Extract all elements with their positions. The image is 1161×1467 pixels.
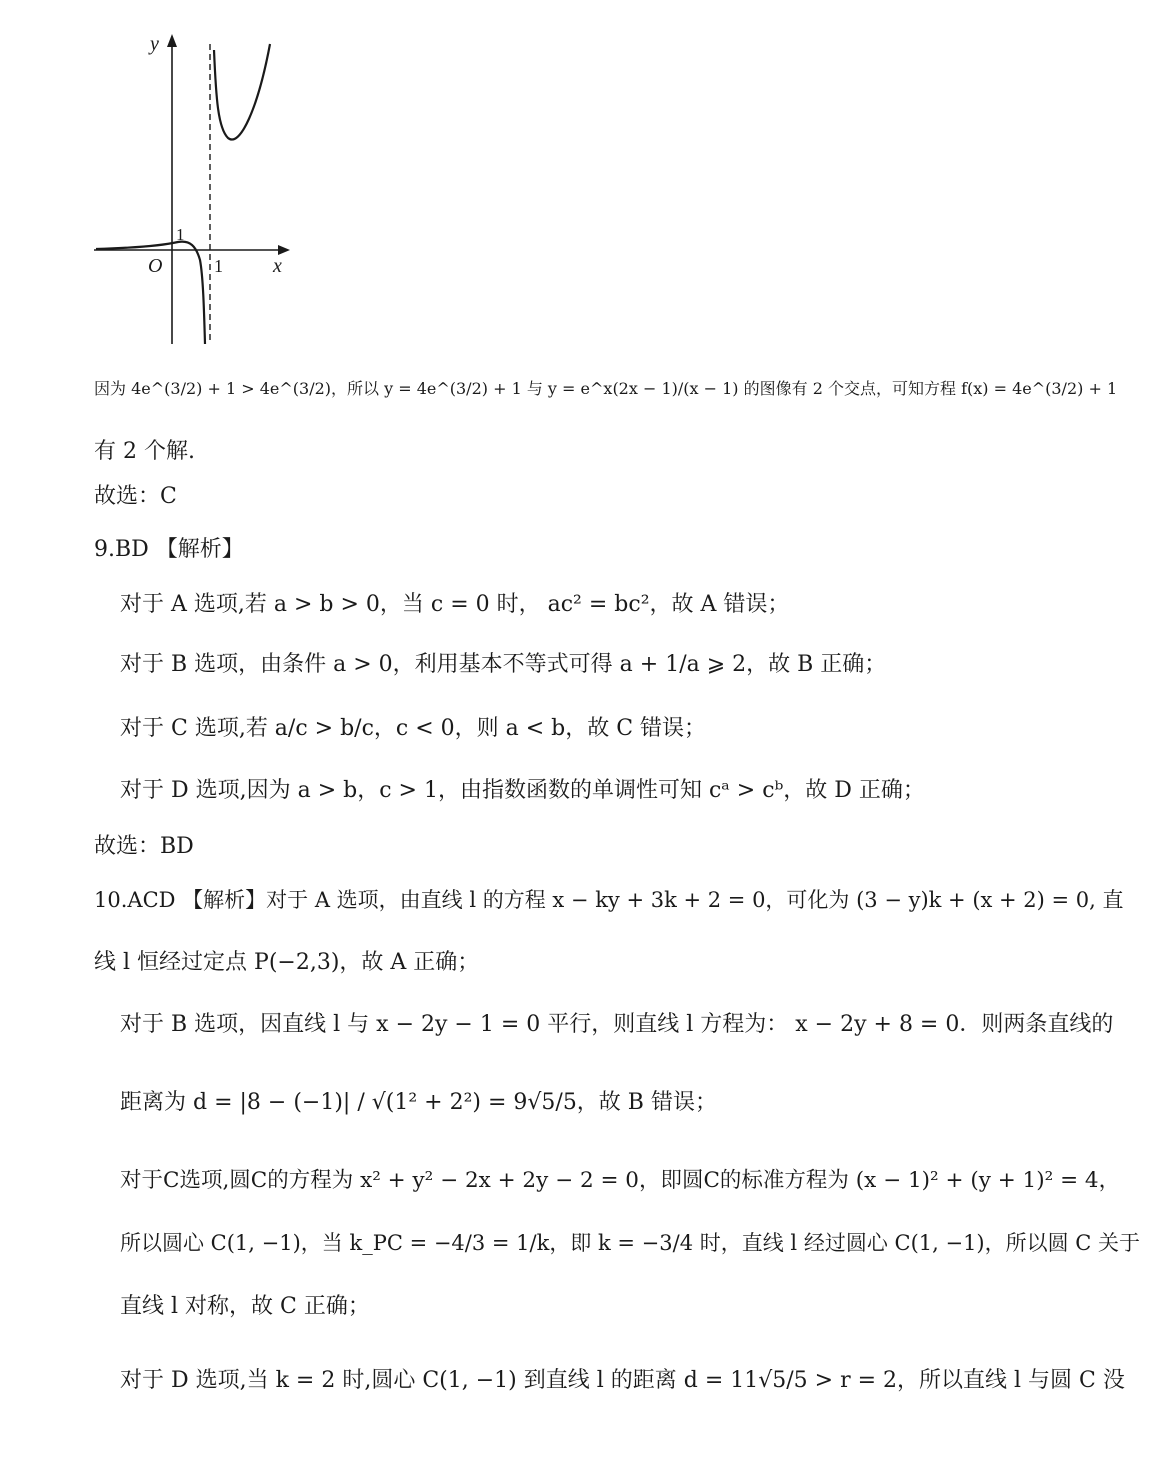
text-line-1: 因为 4e^(3/2) + 1 > 4e^(3/2)，所以 y = 4e^(3/2) + 1 与 y = e^x(2x − 1)/(x − 1) 的图像有 2 个交点，可知方程 f(x) = 4e^(3/2) + 1 [94, 379, 1118, 398]
x-axis-arrow [278, 245, 290, 255]
text-line-9c: 对于 C 选项,若 a/c > b/c，c < 0，则 a < b，故 C 错误； [120, 716, 707, 741]
text-line-10d: 对于 D 选项,当 k = 2 时,圆心 C(1, −1) 到直线 l 的距离 d = 11√5/5 > r = 2，所以直线 l 与圆 C 没 [120, 1368, 1125, 1393]
text-line-10c2: 所以圆心 C(1, −1)，当 k_PC = −4/3 = 1/k，即 k = −3/4 时，直线 l 经过圆心 C(1, −1)，所以圆 C 关于 [120, 1231, 1141, 1255]
section-10-heading: 10.ACD 【解析】对于 A 选项，由直线 l 的方程 x − ky + 3k + 2 = 0，可化为 (3 − y)k + (x + 2) = 0, 直 [94, 888, 1124, 912]
function-graph [90, 28, 300, 346]
y-axis-arrow [167, 34, 177, 47]
text-line-9b: 对于 B 选项，由条件 a > 0，利用基本不等式可得 a + 1/a ⩾ 2，故 B 正确； [120, 652, 887, 677]
y-label: y [150, 33, 159, 55]
x-tick-label: 1 [214, 256, 223, 276]
origin-label: O [148, 255, 163, 277]
text-line-9-answer: 故选：BD [94, 834, 194, 859]
text-line-10b1: 对于 B 选项，因直线 l 与 x − 2y − 1 = 0 平行，则直线 l 方程为： x − 2y + 8 = 0．则两条直线的 [120, 1012, 1114, 1037]
section-9-heading: 9.BD 【解析】 [94, 537, 244, 562]
x-label: x [273, 255, 282, 277]
text-line-9a: 对于 A 选项,若 a > b > 0，当 c = 0 时， ac² = bc²，故 A 错误； [120, 592, 790, 617]
text-line-10c3: 直线 l 对称，故 C 正确； [120, 1294, 370, 1319]
text-line-10a: 线 l 恒经过定点 P(−2,3)，故 A 正确； [94, 950, 480, 975]
curve-right-branch [214, 44, 270, 140]
text-line-10b2: 距离为 d = |8 − (−1)| / √(1² + 2²) = 9√5/5，故 B 错误； [120, 1090, 717, 1115]
text-line-3: 故选：C [94, 484, 177, 509]
text-line-10c1: 对于C选项,圆C的方程为 x² + y² − 2x + 2y − 2 = 0，即圆C的标准方程为 (x − 1)² + (y + 1)² = 4， [120, 1168, 1121, 1193]
text-line-2: 有 2 个解. [94, 439, 195, 464]
text-line-9d: 对于 D 选项,因为 a > b，c > 1，由指数函数的单调性可知 cᵃ > cᵇ，故 D 正确； [120, 778, 925, 803]
y-tick-label: 1 [176, 225, 185, 244]
